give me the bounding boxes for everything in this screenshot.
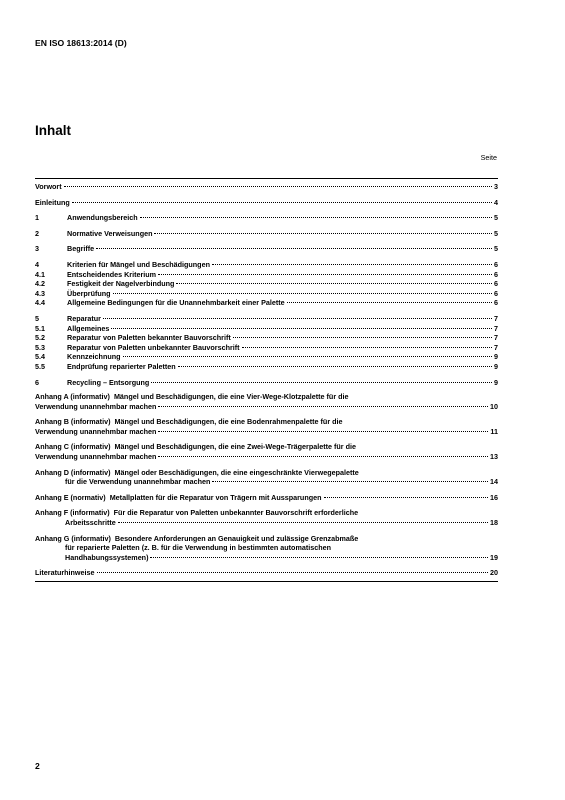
table-of-contents bbox=[35, 170, 498, 582]
toc-entry-4[interactable]: 4 Kriterien für Mängel und Beschädigungen 6 bbox=[35, 259, 498, 269]
toc-entry-5[interactable]: 5 Reparatur 7 bbox=[35, 313, 498, 323]
toc-entry-vorwort[interactable]: Vorwort 3 bbox=[35, 182, 498, 191]
toc-entry-literatur[interactable]: Literaturhinweise 20 bbox=[35, 568, 498, 578]
toc-entry-annex-d[interactable]: Anhang D (informativ) Mängel oder Beschädigungen, die eine eingeschränkte Vierwegepalette für die Verwendung unannehmbar machen 14 bbox=[35, 467, 498, 487]
toc-entry-4-3[interactable]: 4.3 Überprüfung 6 bbox=[35, 288, 498, 298]
toc-entry-annex-g[interactable]: Anhang G (informativ) Besondere Anforderungen an Genauigkeit und zulässige Grenzabmaße für reparierte Paletten (z. B. für die Verwendung in bestimmten automatischen Handhabungssystemen) 19 bbox=[35, 533, 498, 562]
toc-entry-3[interactable]: 3 Begriffe 5 bbox=[35, 244, 498, 254]
toc-entry-4-1[interactable]: 4.1 Entscheidendes Kriterium 6 bbox=[35, 269, 498, 279]
toc-entry-6[interactable]: 6 Recycling – Entsorgung 9 bbox=[35, 377, 498, 387]
toc-entry-einleitung[interactable]: Einleitung 4 bbox=[35, 197, 498, 207]
toc-entry-annex-a[interactable]: Anhang A (informativ) Mängel und Beschädigungen, die eine Vier-Wege-Klotzpalette für die Verwendung unannehmbar machen 10 bbox=[35, 392, 498, 411]
page-number: 2 bbox=[35, 761, 40, 771]
toc-entry-5-1[interactable]: 5.1 Allgemeines 7 bbox=[35, 323, 498, 333]
toc-entry-5-4[interactable]: 5.4 Kennzeichnung 9 bbox=[35, 352, 498, 362]
toc-entry-5-2[interactable]: 5.2 Reparatur von Paletten bekannter Bauvorschrift 7 bbox=[35, 333, 498, 343]
page-title: Inhalt bbox=[35, 123, 71, 138]
toc-entry-5-3[interactable]: 5.3 Reparatur von Paletten unbekannter Bauvorschrift 7 bbox=[35, 342, 498, 352]
toc-entry-annex-e[interactable]: Anhang E (normativ) Metallplatten für die Reparatur von Trägern mit Aussparungen 16 bbox=[35, 492, 498, 502]
toc-entry-4-4[interactable]: 4.4 Allgemeine Bedingungen für die Unannehmbarkeit einer Palette 6 bbox=[35, 298, 498, 308]
document-id: EN ISO 18613:2014 (D) bbox=[35, 38, 127, 48]
toc-entry-4-2[interactable]: 4.2 Festigkeit der Nagelverbindung 6 bbox=[35, 279, 498, 289]
toc-entry-annex-b[interactable]: Anhang B (informativ) Mängel und Beschädigungen, die eine Bodenrahmenpalette für die Verwendung unannehmbar machen 11 bbox=[35, 417, 498, 436]
toc-entry-annex-f[interactable]: Anhang F (informativ) Für die Reparatur von Paletten unbekannter Bauvorschrift erforderliche Arbeitsschritte 18 bbox=[35, 508, 498, 528]
toc-entry-5-5[interactable]: 5.5 Endprüfung reparierter Paletten 9 bbox=[35, 361, 498, 371]
toc-entry-annex-c[interactable]: Anhang C (informativ) Mängel und Beschädigungen, die eine Zwei-Wege-Trägerpalette für die Verwendung unannehmbar machen 13 bbox=[35, 442, 498, 462]
toc-entry-2[interactable]: 2 Normative Verweisungen 5 bbox=[35, 228, 498, 238]
page-column-label: Seite bbox=[480, 153, 497, 162]
toc-entry-1[interactable]: 1 Anwendungsbereich 5 bbox=[35, 213, 498, 223]
